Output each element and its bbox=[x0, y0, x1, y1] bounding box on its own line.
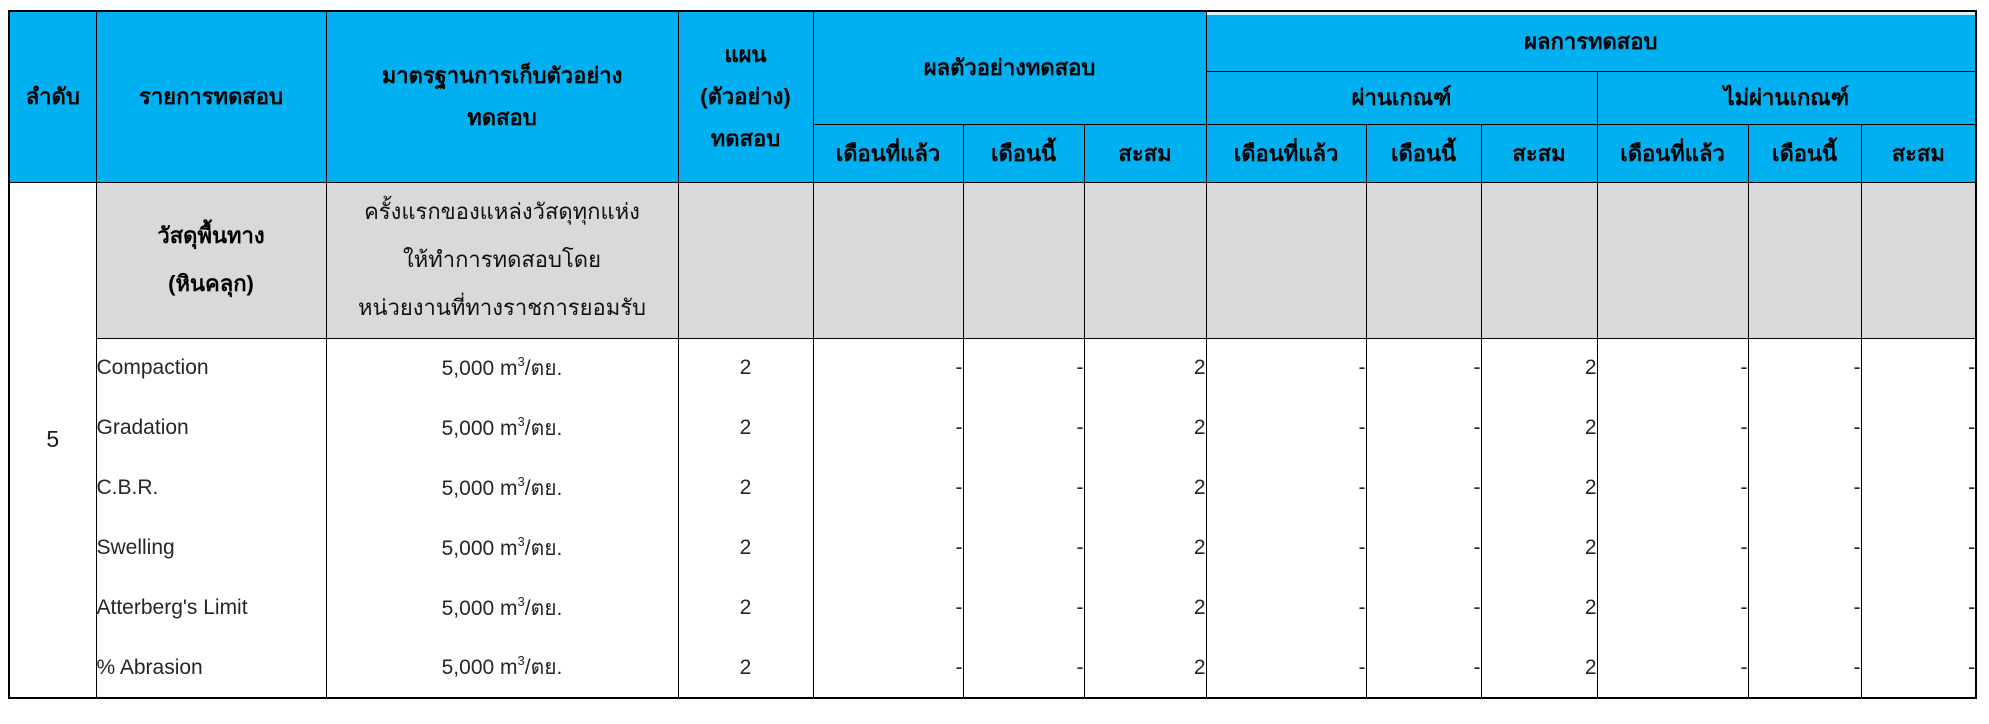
pass-this-month-value: - bbox=[1366, 578, 1481, 638]
test-standard bbox=[326, 458, 678, 518]
plan-value: 2 bbox=[678, 578, 813, 638]
pass-cumulative-value: 2 bbox=[1481, 518, 1597, 578]
pass-this-month-value: - bbox=[1366, 518, 1481, 578]
group-header-sample-results: ผลตัวอย่างทดสอบ bbox=[813, 11, 1206, 124]
standard-value: 5,000 m bbox=[441, 536, 518, 560]
fail-this-month-value: - bbox=[1748, 578, 1861, 638]
sub-header-fail-cumulative: สะสม bbox=[1861, 124, 1976, 182]
sub-header-sample-cumulative: สะสม bbox=[1084, 124, 1206, 182]
table-row-atterbergs-limit bbox=[9, 578, 1976, 638]
pass-last-month-value: - bbox=[1206, 338, 1366, 398]
fail-this-month-value: - bbox=[1748, 518, 1861, 578]
standard-unit: /ตย. bbox=[524, 356, 563, 380]
sample-last-month-value: - bbox=[813, 518, 963, 578]
standard-superscript: 3 bbox=[517, 593, 525, 609]
pass-this-month-value: - bbox=[1366, 398, 1481, 458]
standard-unit: /ตย. bbox=[524, 536, 563, 560]
pass-this-month-value: - bbox=[1366, 338, 1481, 398]
pass-cumulative-value: 2 bbox=[1481, 578, 1597, 638]
table-row-gradation bbox=[9, 398, 1976, 458]
fail-cumulative-value: - bbox=[1861, 578, 1976, 638]
test-name: Compaction bbox=[96, 338, 326, 398]
pass-this-month-value: - bbox=[1366, 458, 1481, 518]
standard-superscript: 3 bbox=[517, 473, 525, 489]
fail-cumulative-value: - bbox=[1861, 638, 1976, 698]
table-row-swelling bbox=[9, 518, 1976, 578]
test-standard bbox=[326, 518, 678, 578]
sub-header-pass-this-month: เดือนนี้ bbox=[1366, 124, 1481, 182]
standard-value: 5,000 m bbox=[441, 476, 518, 500]
sample-cumulative-value: 2 bbox=[1084, 518, 1206, 578]
test-standard bbox=[326, 338, 678, 398]
sample-cumulative-value: 2 bbox=[1084, 578, 1206, 638]
table-header bbox=[9, 11, 1976, 182]
test-report-table-sheet bbox=[8, 10, 1977, 699]
band-empty-cell bbox=[1481, 182, 1597, 338]
material-standard-line3: หน่วยงานที่ทางราชการยอมรับ bbox=[358, 295, 646, 320]
plan-value: 2 bbox=[678, 638, 813, 698]
sub-header-fail-last-month: เดือนที่แล้ว bbox=[1597, 124, 1748, 182]
plan-value: 2 bbox=[678, 398, 813, 458]
group-header-test-results: ผลการทดสอบ bbox=[1206, 11, 1976, 71]
col-header-plan-line1: แผน bbox=[724, 41, 767, 67]
sequence-number-cell: 5 bbox=[9, 182, 96, 698]
standard-unit: /ตย. bbox=[524, 476, 563, 500]
fail-cumulative-value: - bbox=[1861, 398, 1976, 458]
test-name: Atterberg's Limit bbox=[96, 578, 326, 638]
sample-cumulative-value: 2 bbox=[1084, 338, 1206, 398]
fail-last-month-value: - bbox=[1597, 458, 1748, 518]
test-name: C.B.R. bbox=[96, 458, 326, 518]
fail-last-month-value: - bbox=[1597, 518, 1748, 578]
plan-value: 2 bbox=[678, 458, 813, 518]
table-row-cbr bbox=[9, 458, 1976, 518]
test-report-table bbox=[8, 10, 1977, 699]
sample-this-month-value: - bbox=[963, 398, 1084, 458]
fail-cumulative-value: - bbox=[1861, 518, 1976, 578]
material-standard-line2: ให้ทำการทดสอบโดย bbox=[403, 247, 601, 272]
sub-header-sample-last-month: เดือนที่แล้ว bbox=[813, 124, 963, 182]
standard-unit: /ตย. bbox=[524, 416, 563, 440]
sample-cumulative-value: 2 bbox=[1084, 458, 1206, 518]
test-name: % Abrasion bbox=[96, 638, 326, 698]
fail-this-month-value: - bbox=[1748, 338, 1861, 398]
sub-header-sample-this-month: เดือนนี้ bbox=[963, 124, 1084, 182]
band-empty-cell bbox=[1366, 182, 1481, 338]
sample-last-month-value: - bbox=[813, 578, 963, 638]
fail-last-month-value: - bbox=[1597, 578, 1748, 638]
fail-this-month-value: - bbox=[1748, 458, 1861, 518]
pass-cumulative-value: 2 bbox=[1481, 458, 1597, 518]
sample-this-month-value: - bbox=[963, 458, 1084, 518]
col-header-seq: ลำดับ bbox=[9, 11, 96, 182]
col-header-standard bbox=[326, 11, 678, 182]
material-band-row bbox=[9, 182, 1976, 338]
pass-cumulative-value: 2 bbox=[1481, 638, 1597, 698]
sample-last-month-value: - bbox=[813, 638, 963, 698]
col-header-plan-line2: (ตัวอย่าง) bbox=[700, 83, 791, 109]
table-row-compaction bbox=[9, 338, 1976, 398]
pass-last-month-value: - bbox=[1206, 398, 1366, 458]
band-empty-cell bbox=[813, 182, 963, 338]
material-name-line1: วัสดุพื้นทาง bbox=[157, 223, 265, 248]
group-header-pass: ผ่านเกณฑ์ bbox=[1206, 71, 1597, 124]
band-empty-cell bbox=[963, 182, 1084, 338]
col-header-plan-line3: ทดสอบ bbox=[710, 125, 781, 151]
fail-last-month-value: - bbox=[1597, 638, 1748, 698]
band-empty-cell bbox=[678, 182, 813, 338]
band-empty-cell bbox=[1861, 182, 1976, 338]
pass-this-month-value: - bbox=[1366, 638, 1481, 698]
fail-last-month-value: - bbox=[1597, 398, 1748, 458]
test-standard bbox=[326, 398, 678, 458]
sub-header-pass-last-month: เดือนที่แล้ว bbox=[1206, 124, 1366, 182]
pass-last-month-value: - bbox=[1206, 638, 1366, 698]
plan-value: 2 bbox=[678, 338, 813, 398]
sample-cumulative-value: 2 bbox=[1084, 398, 1206, 458]
test-standard bbox=[326, 578, 678, 638]
standard-superscript: 3 bbox=[517, 533, 525, 549]
plan-value: 2 bbox=[678, 518, 813, 578]
sample-last-month-value: - bbox=[813, 398, 963, 458]
sample-this-month-value: - bbox=[963, 338, 1084, 398]
band-empty-cell bbox=[1597, 182, 1748, 338]
sample-this-month-value: - bbox=[963, 518, 1084, 578]
test-name: Gradation bbox=[96, 398, 326, 458]
standard-value: 5,000 m bbox=[441, 656, 518, 679]
sub-header-fail-this-month: เดือนนี้ bbox=[1748, 124, 1861, 182]
material-standard-line1: ครั้งแรกของแหล่งวัสดุทุกแห่ง bbox=[364, 199, 640, 224]
sample-this-month-value: - bbox=[963, 578, 1084, 638]
fail-cumulative-value: - bbox=[1861, 338, 1976, 398]
standard-superscript: 3 bbox=[517, 353, 525, 369]
table-body bbox=[9, 182, 1976, 698]
material-name-cell bbox=[96, 182, 326, 338]
test-name: Swelling bbox=[96, 518, 326, 578]
col-header-test-items: รายการทดสอบ bbox=[96, 11, 326, 182]
fail-this-month-value: - bbox=[1748, 638, 1861, 698]
sample-cumulative-value: 2 bbox=[1084, 638, 1206, 698]
pass-cumulative-value: 2 bbox=[1481, 398, 1597, 458]
standard-unit: /ตย. bbox=[524, 596, 563, 620]
standard-value: 5,000 m bbox=[441, 596, 518, 620]
standard-value: 5,000 m bbox=[441, 416, 518, 440]
group-header-fail: ไม่ผ่านเกณฑ์ bbox=[1597, 71, 1976, 124]
fail-last-month-value: - bbox=[1597, 338, 1748, 398]
material-standard-cell bbox=[326, 182, 678, 338]
fail-this-month-value: - bbox=[1748, 398, 1861, 458]
test-standard bbox=[326, 638, 678, 698]
standard-value: 5,000 m bbox=[441, 356, 518, 380]
standard-superscript: 3 bbox=[517, 653, 525, 668]
band-empty-cell bbox=[1206, 182, 1366, 338]
fail-cumulative-value: - bbox=[1861, 458, 1976, 518]
pass-last-month-value: - bbox=[1206, 518, 1366, 578]
sub-header-pass-cumulative: สะสม bbox=[1481, 124, 1597, 182]
sample-last-month-value: - bbox=[813, 458, 963, 518]
col-header-standard-line1: มาตรฐานการเก็บตัวอย่าง bbox=[381, 62, 623, 88]
pass-last-month-value: - bbox=[1206, 578, 1366, 638]
col-header-plan bbox=[678, 11, 813, 182]
band-empty-cell bbox=[1084, 182, 1206, 338]
table-row-abrasion bbox=[9, 638, 1976, 698]
pass-last-month-value: - bbox=[1206, 458, 1366, 518]
band-empty-cell bbox=[1748, 182, 1861, 338]
sample-this-month-value: - bbox=[963, 638, 1084, 698]
sample-last-month-value: - bbox=[813, 338, 963, 398]
col-header-standard-line2: ทดสอบ bbox=[467, 104, 537, 130]
material-name-line2: (หินคลุก) bbox=[168, 271, 254, 296]
standard-unit: /ตย. bbox=[524, 656, 563, 679]
pass-cumulative-value: 2 bbox=[1481, 338, 1597, 398]
standard-superscript: 3 bbox=[517, 413, 525, 429]
